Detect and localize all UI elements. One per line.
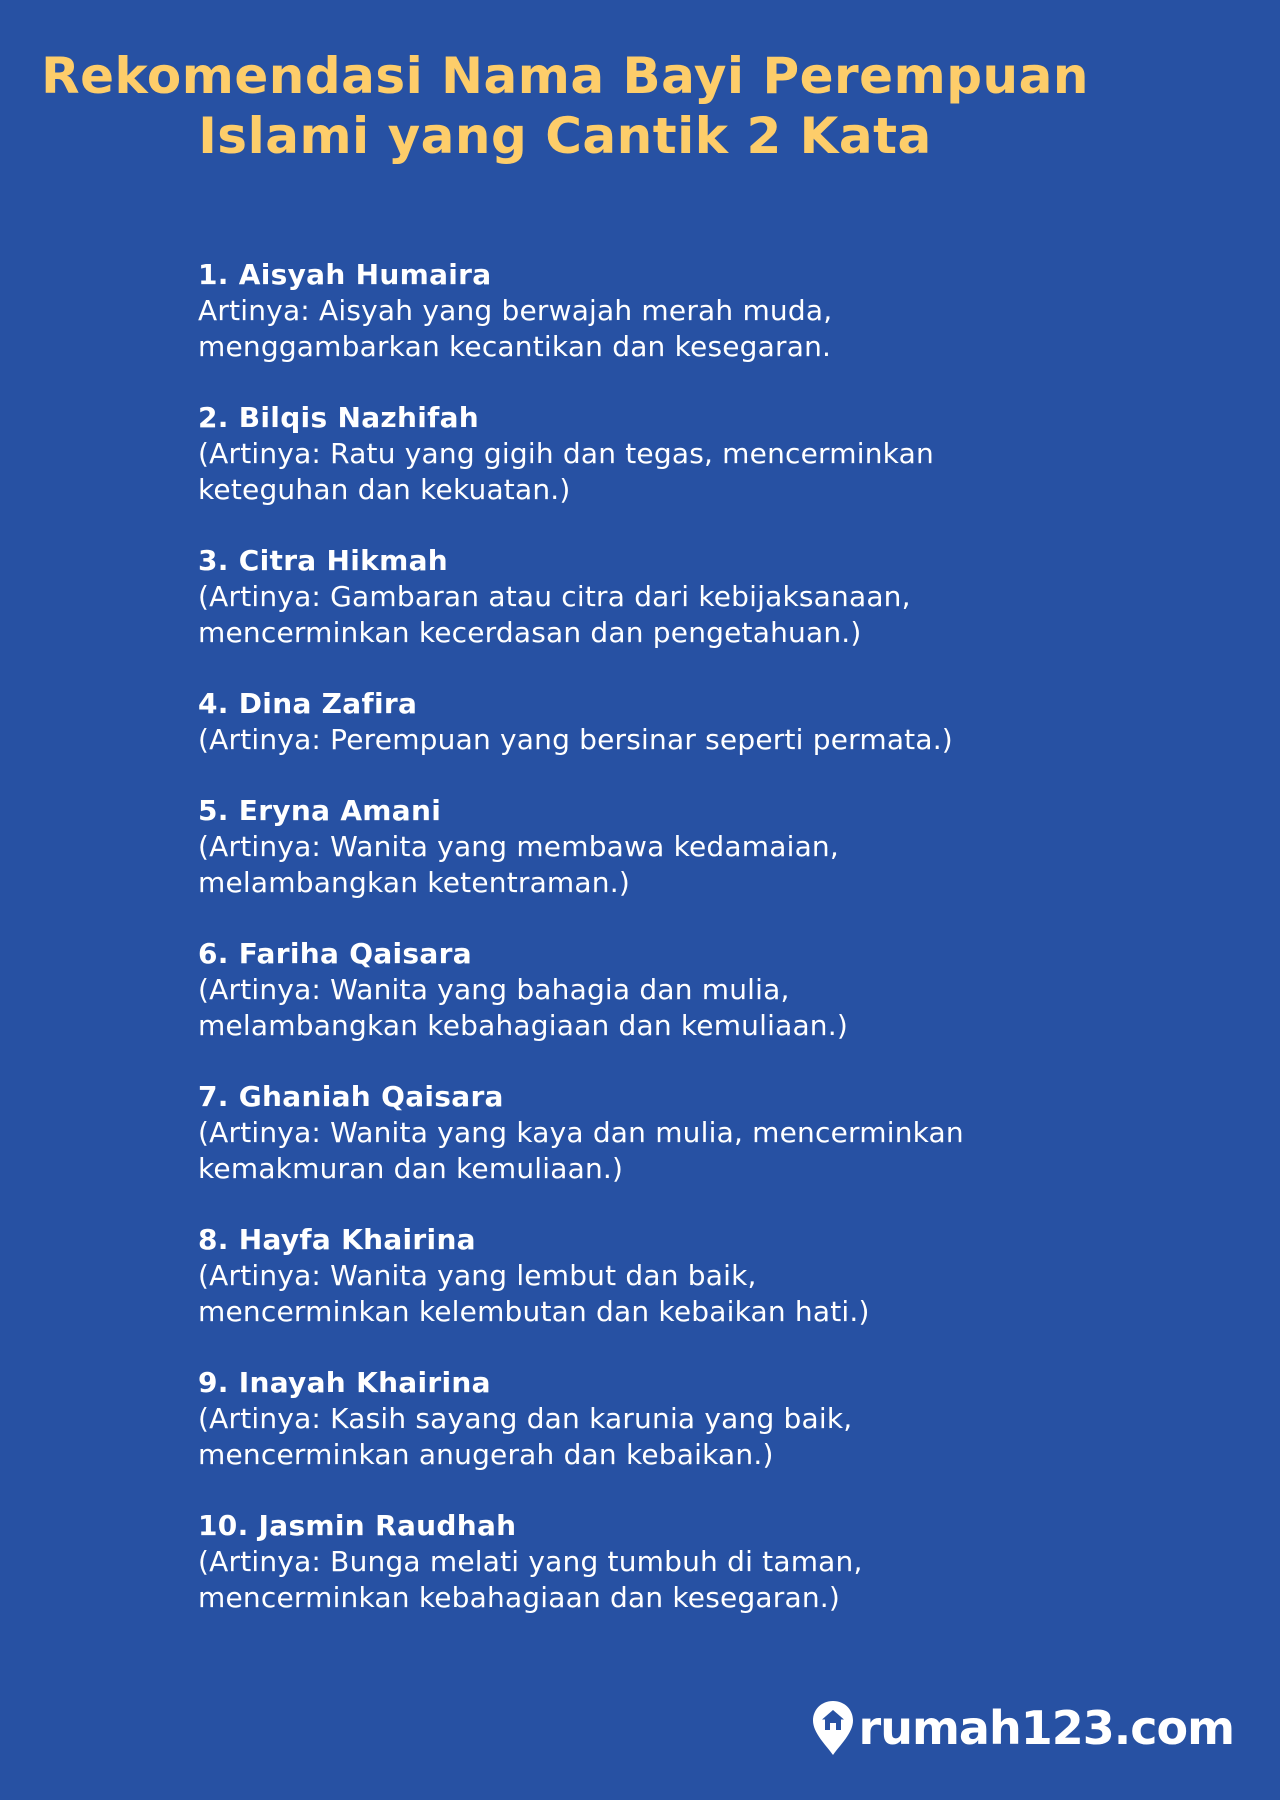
list-item	[198, 400, 1098, 508]
baby-name: 9. Inayah Khairina	[198, 1366, 491, 1399]
baby-name: 4. Dina Zafira	[198, 687, 418, 720]
name-meaning: (Artinya: Gambaran atau citra dari kebijaksanaan, mencerminkan kecerdasan dan pengetahuan.)	[198, 580, 911, 649]
baby-name: 7. Ghaniah Qaisara	[198, 1080, 504, 1113]
name-meaning: (Artinya: Perempuan yang bersinar seperti permata.)	[198, 723, 953, 756]
name-meaning: (Artinya: Wanita yang lembut dan baik, mencerminkan kelembutan dan kebaikan hati.)	[198, 1259, 870, 1328]
location-pin-house-icon	[811, 1699, 855, 1757]
name-list	[198, 257, 1098, 1651]
baby-name: 5. Eryna Amani	[198, 794, 442, 827]
page-title	[0, 46, 1130, 166]
name-meaning: (Artinya: Wanita yang membawa kedamaian, melambangkan ketentraman.)	[198, 830, 839, 899]
list-item	[198, 1222, 1098, 1330]
list-item	[198, 793, 1098, 901]
list-item	[198, 257, 1098, 365]
name-meaning: Artinya: Aisyah yang berwajah merah muda, menggambarkan kecantikan dan kesegaran.	[198, 294, 833, 363]
baby-name: 6. Fariha Qaisara	[198, 937, 472, 970]
name-meaning: (Artinya: Ratu yang gigih dan tegas, mencerminkan keteguhan dan kekuatan.)	[198, 437, 934, 506]
page-title-line-1: Rekomendasi Nama Bayi Perempuan	[41, 47, 1089, 105]
page-title-line-2: Islami yang Cantik 2 Kata	[198, 107, 932, 165]
name-meaning: (Artinya: Wanita yang bahagia dan mulia, melambangkan kebahagiaan dan kemuliaan.)	[198, 973, 848, 1042]
list-item	[198, 1365, 1098, 1473]
brand-name: rumah123.com	[858, 1701, 1234, 1755]
list-item	[198, 1079, 1098, 1187]
baby-name: 1. Aisyah Humaira	[198, 258, 492, 291]
list-item	[198, 543, 1098, 651]
baby-name: 2. Bilqis Nazhifah	[198, 401, 480, 434]
baby-name: 8. Hayfa Khairina	[198, 1223, 476, 1256]
brand-logo	[811, 1699, 1234, 1757]
baby-name: 3. Citra Hikmah	[198, 544, 449, 577]
baby-name: 10. Jasmin Raudhah	[198, 1509, 517, 1542]
name-meaning: (Artinya: Wanita yang kaya dan mulia, mencerminkan kemakmuran dan kemuliaan.)	[198, 1116, 964, 1185]
list-item	[198, 1508, 1098, 1616]
name-meaning: (Artinya: Bunga melati yang tumbuh di taman, mencerminkan kebahagiaan dan kesegaran.)	[198, 1545, 863, 1614]
name-meaning: (Artinya: Kasih sayang dan karunia yang baik, mencerminkan anugerah dan kebaikan.)	[198, 1402, 853, 1471]
list-item	[198, 686, 1098, 758]
list-item	[198, 936, 1098, 1044]
